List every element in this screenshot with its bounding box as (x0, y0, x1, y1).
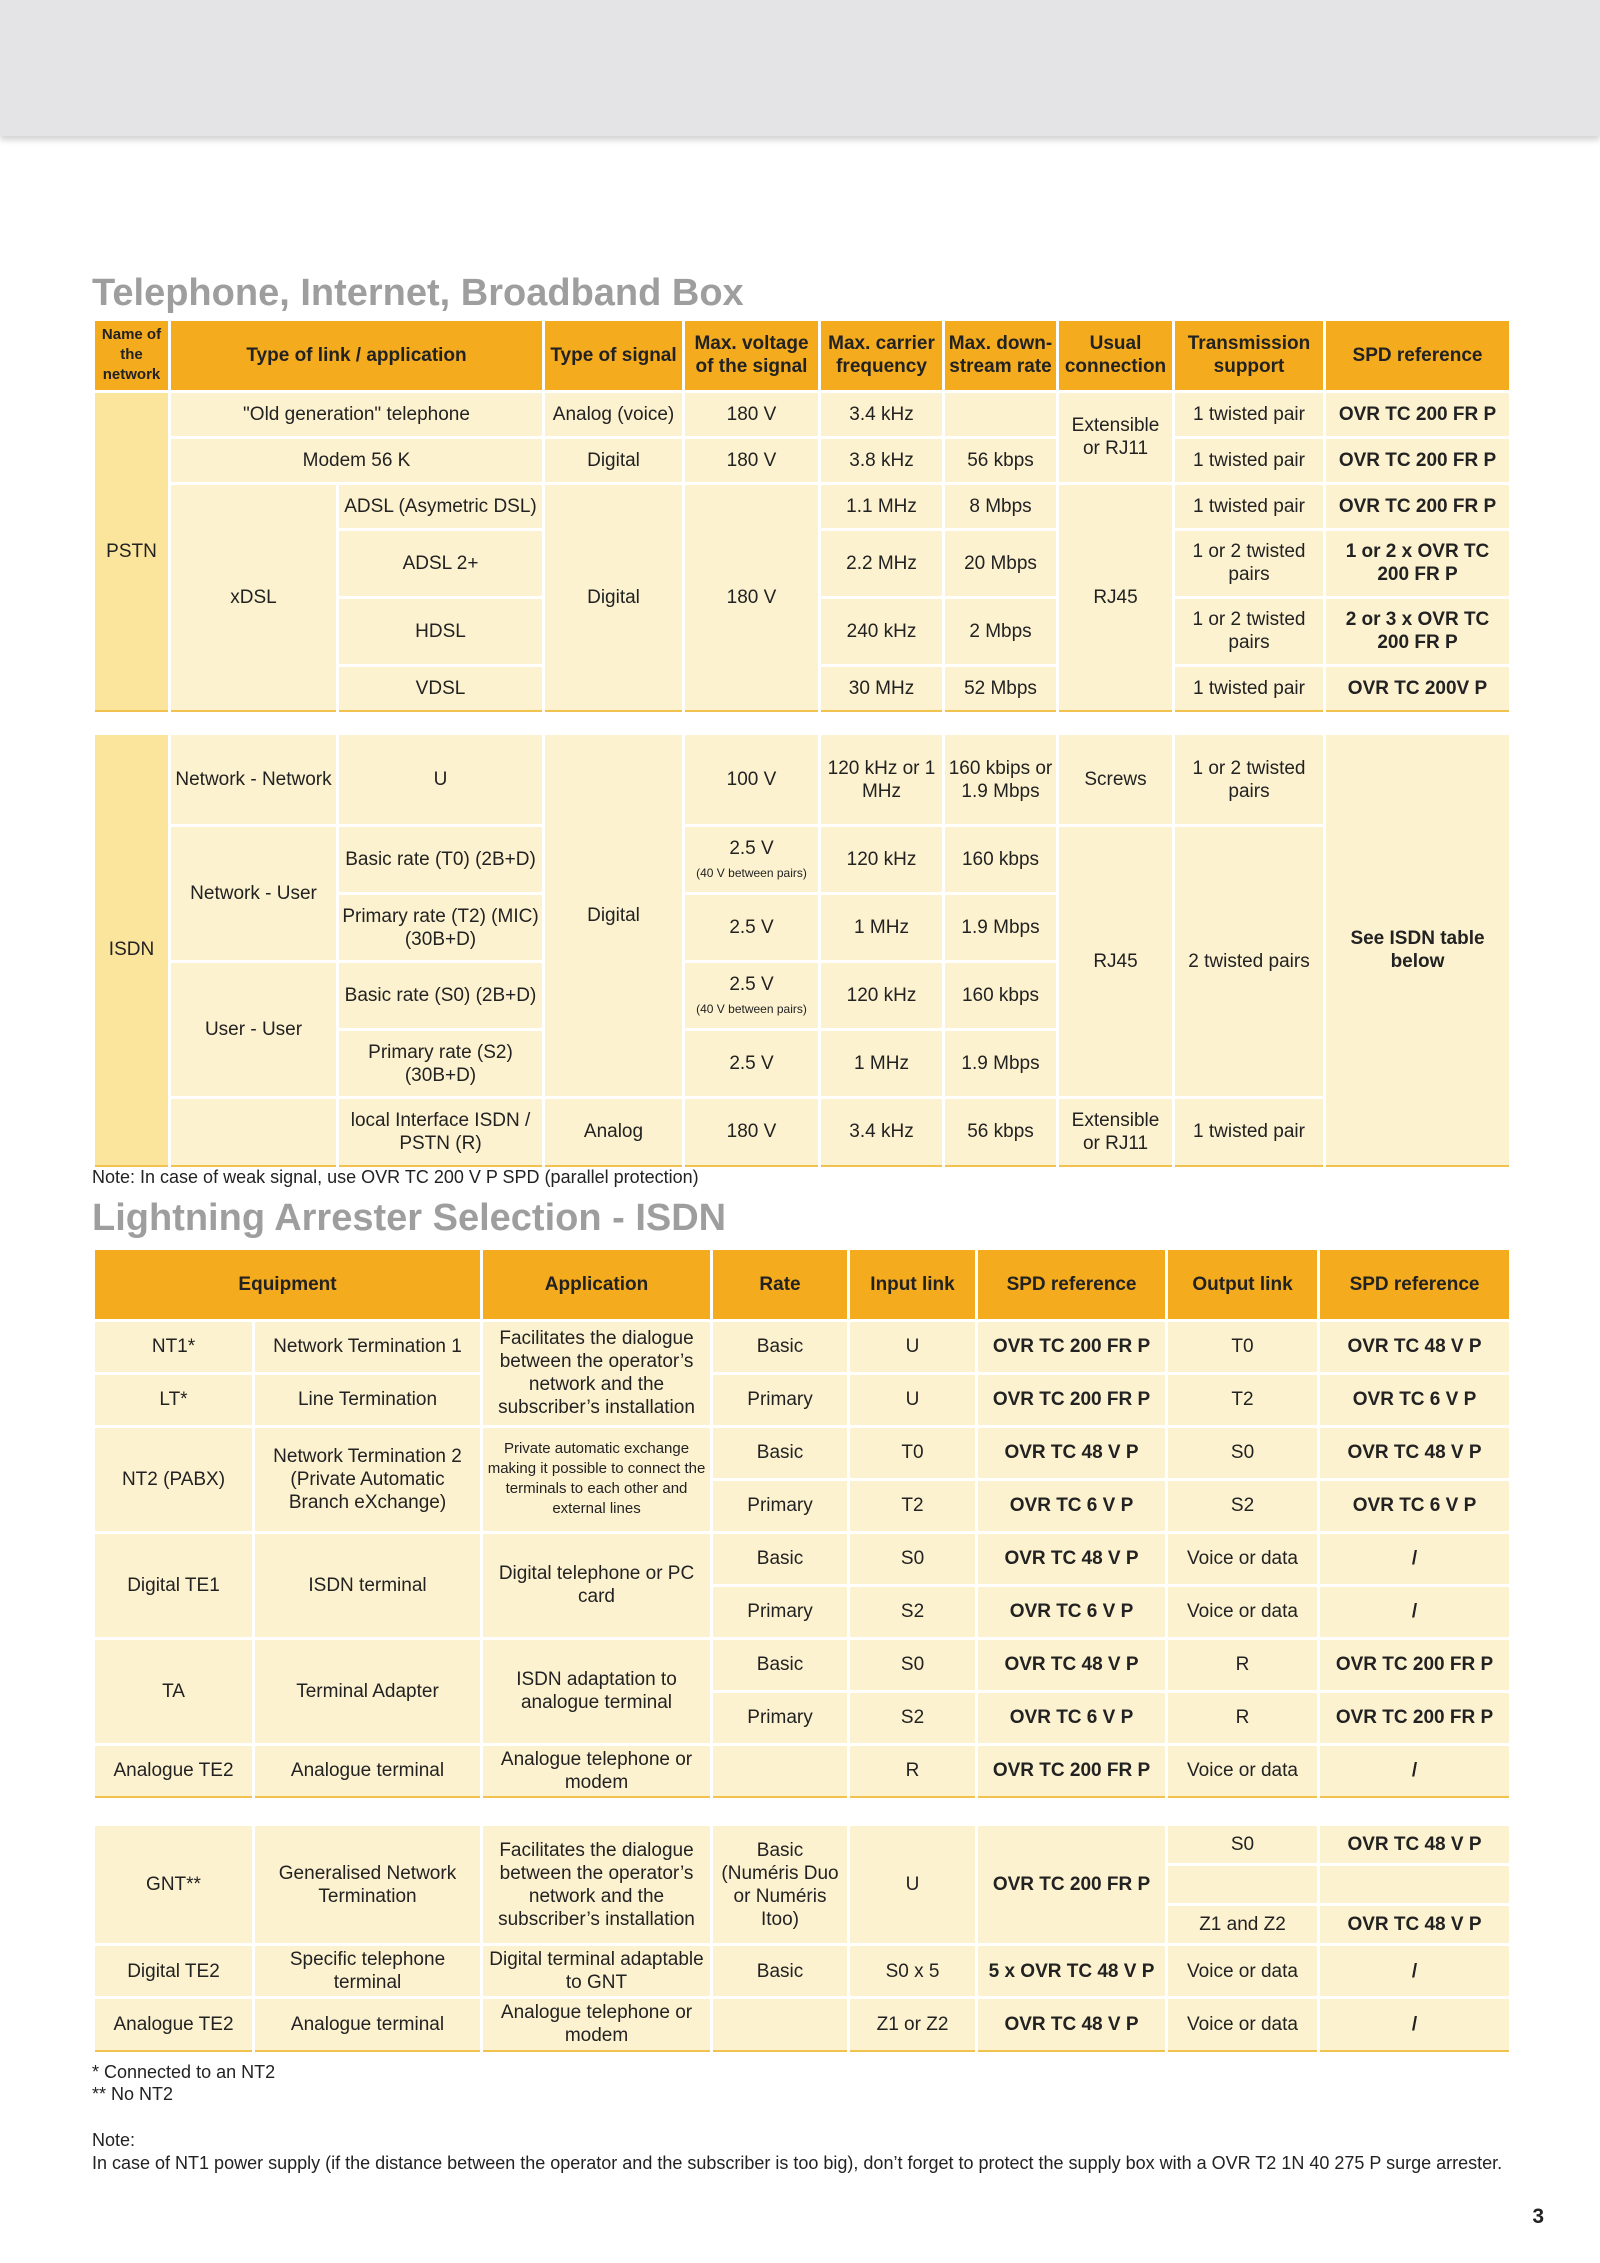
cell: Terminal Adapter (254, 1638, 482, 1744)
cell: 100 V (684, 734, 820, 826)
cell: S2 (1167, 1479, 1319, 1532)
cell: 8 Mbps (944, 483, 1058, 529)
cell: S0 (1167, 1426, 1319, 1479)
cell: 160 kbps (944, 962, 1058, 1030)
isdn-section-title: Lightning Arrester Selection - ISDN (92, 1197, 727, 1239)
cell: Primary (712, 1373, 849, 1426)
header-name: Name of the network (94, 321, 170, 391)
cell: Basic rate (T0) (2B+D) (338, 826, 544, 894)
footnote-no-nt2: ** No NT2 (92, 2084, 174, 2104)
cell: HDSL (338, 597, 544, 665)
cell: OVR TC 6 V P (977, 1691, 1167, 1744)
cell: OVR TC 48 V P (977, 1998, 1167, 2051)
cell: 2.2 MHz (820, 529, 944, 597)
cell: Primary (712, 1691, 849, 1744)
cell: Digital terminal adaptable to GNT (482, 1945, 712, 1998)
cell: Analog (voice) (544, 391, 684, 437)
cell: ADSL 2+ (338, 529, 544, 597)
cell: U (338, 734, 544, 826)
header-max-down: Max. down-stream rate (944, 321, 1058, 391)
cell: Analog (544, 1098, 684, 1166)
network-label-pstn: PSTN (94, 391, 170, 711)
cell: 160 kbps (944, 826, 1058, 894)
cell: Voice or data (1167, 1998, 1319, 2051)
telephone-network-table (92, 321, 1512, 712)
cell: 52 Mbps (944, 665, 1058, 711)
header-spd-in: SPD reference (977, 1250, 1167, 1320)
cell: OVR TC 48 V P (977, 1532, 1167, 1585)
cell: Basic (Numéris Duo or Numéris Itoo) (712, 1825, 849, 1945)
cell: U (849, 1373, 977, 1426)
cell: T2 (849, 1479, 977, 1532)
cell: 30 MHz (820, 665, 944, 711)
cell (944, 391, 1058, 437)
cell: Digital (544, 437, 684, 483)
cell: 1.9 Mbps (944, 1030, 1058, 1098)
voltage-value: 2.5 V (729, 837, 774, 859)
cell: Digital (544, 734, 684, 1098)
cell: Analogue TE2 (94, 1998, 254, 2051)
cell: OVR TC 6 V P (1319, 1373, 1511, 1426)
cell: Analogue TE2 (94, 1744, 254, 1797)
cell: S2 (849, 1691, 977, 1744)
header-spd-out: SPD reference (1319, 1250, 1511, 1320)
cell: 1.1 MHz (820, 483, 944, 529)
cell: / (1319, 1532, 1511, 1585)
cell (712, 1744, 849, 1797)
cell: T2 (1167, 1373, 1319, 1426)
cell: Network Termination 2 (Private Automatic Branch eXchange) (254, 1426, 482, 1532)
cell (712, 1998, 849, 2051)
cell: 180 V (684, 1098, 820, 1166)
cell: 1 or 2 twisted pairs (1174, 597, 1325, 665)
cell: Basic (712, 1426, 849, 1479)
cell: OVR TC 48 V P (1319, 1825, 1511, 1865)
header-usual-connection: Usual connection (1058, 321, 1174, 391)
cell: Primary (712, 1585, 849, 1638)
cell: 2.5 V (684, 894, 820, 962)
cell: Basic (712, 1320, 849, 1373)
cell: R (1167, 1638, 1319, 1691)
cell: VDSL (338, 665, 544, 711)
header-type-signal: Type of signal (544, 321, 684, 391)
cell (684, 826, 820, 894)
cell: 1 MHz (820, 894, 944, 962)
cell: / (1319, 1744, 1511, 1797)
cell: "Old generation" telephone (170, 391, 544, 437)
header-equipment: Equipment (94, 1250, 482, 1320)
cell: 3.8 kHz (820, 437, 944, 483)
telephone-section-title: Telephone, Internet, Broadband Box (92, 272, 744, 314)
cell: 180 V (684, 483, 820, 711)
header-spd: SPD reference (1325, 321, 1511, 391)
cell: Line Termination (254, 1373, 482, 1426)
cell: Extensible or RJ11 (1058, 391, 1174, 483)
cell: NT2 (PABX) (94, 1426, 254, 1532)
cell: 1 or 2 x OVR TC 200 FR P (1325, 529, 1511, 597)
cell: 1 twisted pair (1174, 391, 1325, 437)
cell: OVR TC 48 V P (1319, 1320, 1511, 1373)
cell: 1 twisted pair (1174, 437, 1325, 483)
cell: Analogue telephone or modem (482, 1998, 712, 2051)
cell: / (1319, 1998, 1511, 2051)
cell: 56 kbps (944, 1098, 1058, 1166)
cell: RJ45 (1058, 826, 1174, 1098)
isdn-network-table (92, 732, 1512, 1167)
cell: 20 Mbps (944, 529, 1058, 597)
cell: Facilitates the dialogue between the operator’s network and the subscriber’s installation (482, 1320, 712, 1426)
cell: Voice or data (1167, 1532, 1319, 1585)
cell: Voice or data (1167, 1585, 1319, 1638)
header-type-link: Type of link / application (170, 321, 544, 391)
cell (1167, 1865, 1319, 1905)
cell: T0 (1167, 1320, 1319, 1373)
cell: 1 MHz (820, 1030, 944, 1098)
note-text: In case of NT1 power supply (if the distance between the operator and the subscriber is too big), don’t forget to protect the supply box with a OVR T2 1N 40 275 P surge arrester. (92, 2153, 1503, 2173)
cell: 2 or 3 x OVR TC 200 FR P (1325, 597, 1511, 665)
header-max-voltage: Max. voltage of the signal (684, 321, 820, 391)
cell: R (1167, 1691, 1319, 1744)
cell: Primary rate (T2) (MIC) (30B+D) (338, 894, 544, 962)
cell: OVR TC 48 V P (977, 1638, 1167, 1691)
cell: Z1 and Z2 (1167, 1905, 1319, 1945)
cell: See ISDN table below (1325, 734, 1511, 1166)
cell: Network Termination 1 (254, 1320, 482, 1373)
cell: R (849, 1744, 977, 1797)
isdn-selection-table (92, 1250, 1512, 1798)
cell: Digital TE1 (94, 1532, 254, 1638)
telephone-note: Note: In case of weak signal, use OVR TC 200 V P SPD (parallel protection) (92, 1167, 699, 1187)
cell: OVR TC 200 FR P (977, 1825, 1167, 1945)
header-max-carrier: Max. carrier frequency (820, 321, 944, 391)
cell: LT* (94, 1373, 254, 1426)
cell: S0 (1167, 1825, 1319, 1865)
cell: Screws (1058, 734, 1174, 826)
cell: 1 twisted pair (1174, 483, 1325, 529)
footnote-nt2: * Connected to an NT2 (92, 2062, 276, 2082)
header-rate: Rate (712, 1250, 849, 1320)
cell: OVR TC 200 FR P (977, 1320, 1167, 1373)
cell: 1 twisted pair (1174, 1098, 1325, 1166)
voltage-note: (40 V between pairs) (696, 1001, 807, 1016)
cell: OVR TC 200V P (1325, 665, 1511, 711)
network-label-isdn: ISDN (94, 734, 170, 1166)
cell: / (1319, 1945, 1511, 1998)
cell: ADSL (Asymetric DSL) (338, 483, 544, 529)
cell: Analogue terminal (254, 1998, 482, 2051)
cell (170, 1098, 338, 1166)
gnt-table (92, 1823, 1512, 2052)
cell: Analogue telephone or modem (482, 1744, 712, 1797)
cell: 120 kHz (820, 962, 944, 1030)
header-transmission: Transmission support (1174, 321, 1325, 391)
cell: 3.4 kHz (820, 391, 944, 437)
cell: xDSL (170, 483, 338, 711)
cell: 180 V (684, 437, 820, 483)
cell: Facilitates the dialogue between the operator’s network and the subscriber’s installation (482, 1825, 712, 1945)
cell: 3.4 kHz (820, 1098, 944, 1166)
voltage-value: 2.5 V (729, 973, 774, 995)
cell: S0 (849, 1638, 977, 1691)
cell: S0 (849, 1532, 977, 1585)
cell: ISDN terminal (254, 1532, 482, 1638)
cell: Digital (544, 483, 684, 711)
cell: User - User (170, 962, 338, 1098)
cell: Basic rate (S0) (2B+D) (338, 962, 544, 1030)
cell: Specific telephone terminal (254, 1945, 482, 1998)
cell: Basic (712, 1945, 849, 1998)
cell: ISDN adaptation to analogue terminal (482, 1638, 712, 1744)
cell: Analogue terminal (254, 1744, 482, 1797)
voltage-note: (40 V between pairs) (696, 865, 807, 880)
cell: TA (94, 1638, 254, 1744)
cell: 240 kHz (820, 597, 944, 665)
cell: OVR TC 200 FR P (977, 1744, 1167, 1797)
cell: OVR TC 6 V P (1319, 1479, 1511, 1532)
cell: Basic (712, 1638, 849, 1691)
cell: S2 (849, 1585, 977, 1638)
cell: OVR TC 200 FR P (1319, 1638, 1511, 1691)
cell: 1 twisted pair (1174, 665, 1325, 711)
cell: Digital telephone or PC card (482, 1532, 712, 1638)
cell: 2 twisted pairs (1174, 826, 1325, 1098)
cell: 180 V (684, 391, 820, 437)
cell: T0 (849, 1426, 977, 1479)
cell: Generalised Network Termination (254, 1825, 482, 1945)
cell: 1.9 Mbps (944, 894, 1058, 962)
cell: 160 kbips or 1.9 Mbps (944, 734, 1058, 826)
cell: Voice or data (1167, 1945, 1319, 1998)
page-number: 3 (1532, 2205, 1544, 2228)
cell: 120 kHz (820, 826, 944, 894)
cell: OVR TC 200 FR P (1325, 483, 1511, 529)
cell: 2 Mbps (944, 597, 1058, 665)
cell: NT1* (94, 1320, 254, 1373)
cell: U (849, 1825, 977, 1945)
cell: 2.5 V (684, 1030, 820, 1098)
cell: OVR TC 200 FR P (1319, 1691, 1511, 1744)
cell: Network - Network (170, 734, 338, 826)
cell: Voice or data (1167, 1744, 1319, 1797)
header-output-link: Output link (1167, 1250, 1319, 1320)
cell: OVR TC 6 V P (977, 1479, 1167, 1532)
cell: S0 x 5 (849, 1945, 977, 1998)
cell: Basic (712, 1532, 849, 1585)
cell: Primary (712, 1479, 849, 1532)
cell: 56 kbps (944, 437, 1058, 483)
cell: GNT** (94, 1825, 254, 1945)
header-application: Application (482, 1250, 712, 1320)
cell: Primary rate (S2) (30B+D) (338, 1030, 544, 1098)
cell: Network - User (170, 826, 338, 962)
cell: 5 x OVR TC 48 V P (977, 1945, 1167, 1998)
cell: RJ45 (1058, 483, 1174, 711)
cell: / (1319, 1585, 1511, 1638)
cell: Modem 56 K (170, 437, 544, 483)
cell: Extensible or RJ11 (1058, 1098, 1174, 1166)
header-input-link: Input link (849, 1250, 977, 1320)
cell: 1 or 2 twisted pairs (1174, 734, 1325, 826)
cell: OVR TC 200 FR P (977, 1373, 1167, 1426)
cell: 1 or 2 twisted pairs (1174, 529, 1325, 597)
cell: Digital TE2 (94, 1945, 254, 1998)
cell: OVR TC 200 FR P (1325, 437, 1511, 483)
cell (1319, 1865, 1511, 1905)
cell: OVR TC 48 V P (977, 1426, 1167, 1479)
cell: OVR TC 48 V P (1319, 1905, 1511, 1945)
cell: Private automatic exchange making it possible to connect the terminals to each other and external lines (482, 1426, 712, 1532)
cell: OVR TC 6 V P (977, 1585, 1167, 1638)
cell: OVR TC 200 FR P (1325, 391, 1511, 437)
cell: OVR TC 48 V P (1319, 1426, 1511, 1479)
header-bar (0, 0, 1600, 136)
cell: local Interface ISDN / PSTN (R) (338, 1098, 544, 1166)
cell: U (849, 1320, 977, 1373)
cell (684, 962, 820, 1030)
cell: 120 kHz or 1 MHz (820, 734, 944, 826)
cell: Z1 or Z2 (849, 1998, 977, 2051)
note-label: Note: (92, 2130, 136, 2150)
